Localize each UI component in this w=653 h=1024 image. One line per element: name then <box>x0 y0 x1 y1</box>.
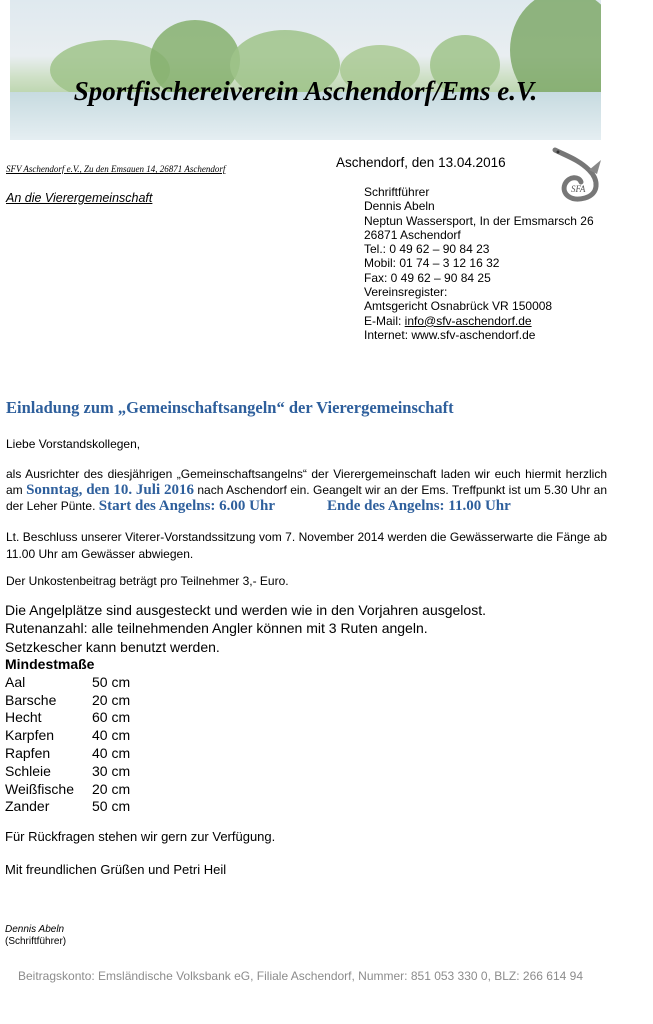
event-date: Sonntag, den 10. Juli 2016 <box>26 482 194 498</box>
fish-min-size: 20 cm <box>92 780 131 797</box>
table-row <box>5 762 130 780</box>
contact-email-line: E-Mail: info@sfv-aschendorf.de <box>364 313 532 328</box>
closing-greeting: Mit freundlichen Grüßen und Petri Heil <box>5 862 227 877</box>
contact-tel: Tel.: 0 49 62 – 90 84 23 <box>364 242 490 257</box>
contact-internet: Internet: www.sfv-aschendorf.de <box>364 327 536 342</box>
table-row <box>5 709 130 727</box>
fish-min-size: 50 cm <box>92 673 131 690</box>
invitation-paragraph: als Ausrichter des diesjährigen „Gemeinschaftsangelns“ der Vierergemeinschaft laden wir euch hiermit herzlich am Sonntag, den 10. Juli 2016 nach Aschendorf ein. Geangelt wir an der Ems. Treffpunkt ist um 5.30 Uhr an der Leher Pünte. Start des Angelns: 6.00 Uhr Ende des Angelns: 11.00 Uhr <box>6 467 608 514</box>
fish-name: Zander <box>5 798 50 815</box>
minimum-sizes-title: Mindestmaße <box>5 656 95 672</box>
table-row <box>5 673 130 691</box>
club-title: Sportfischereiverein Aschendorf/Ems e.V. <box>73 76 538 106</box>
header-banner <box>10 0 601 140</box>
fee-paragraph: Der Unkostenbeitrag beträgt pro Teilnehmer 3,- Euro. <box>6 574 289 588</box>
contact-role: Schriftführer <box>364 185 430 199</box>
contact-fax: Fax: 0 49 62 – 90 84 25 <box>364 270 491 285</box>
fish-min-size: 40 cm <box>92 727 131 744</box>
fish-min-size: 30 cm <box>92 762 131 779</box>
table-row <box>5 726 130 744</box>
rules-paragraph: Die Angelplätze sind ausgesteckt und werden wie in den Vorjahren ausgelost. Rutenanzahl: alle teilnehmenden Angler können mit 3 Ruten angeln. Setzkescher kann benutzt werden. <box>5 602 486 655</box>
start-time: Start des Angelns: 6.00 Uhr <box>98 498 275 514</box>
table-row <box>5 780 130 798</box>
invitation-heading: Einladung zum „Gemeinschaftsangeln“ der Vierergemeinschaft <box>6 398 454 417</box>
contact-name: Dennis Abeln <box>364 199 435 214</box>
recipient: An die Vierergemeinschaft <box>6 191 153 205</box>
letter-date: Aschendorf, den 13.04.2016 <box>336 155 506 170</box>
contact-register-label: Vereinsregister: <box>364 285 448 300</box>
fish-min-size: 40 cm <box>92 745 131 762</box>
contact-block <box>364 185 594 342</box>
salutation: Liebe Vorstandskollegen, <box>6 437 141 451</box>
fish-name: Rapfen <box>5 745 51 762</box>
sender-address-line: SFV Aschendorf e.V., Zu den Emsauen 14, 26871 Aschendorf <box>6 164 226 174</box>
bank-footer: Beitragskonto: Emsländische Volksbank eG, Filiale Aschendorf, Nummer: 851 053 330 0, BLZ: 266 614 94 <box>18 969 583 983</box>
fish-name: Karpfen <box>5 727 55 744</box>
fish-name: Hecht <box>5 709 42 726</box>
fish-name: Schleie <box>5 762 51 779</box>
weighing-paragraph: Lt. Beschluss unserer Viterer-Vorstandssitzung vom 7. November 2014 werden die Gewässerwarte die Fänge ab 11.00 Uhr am Gewässer abwiegen. <box>6 530 607 561</box>
signature-block <box>5 924 66 948</box>
email-link[interactable]: info@sfv-aschendorf.de <box>404 313 532 328</box>
signer-name: Dennis Abeln <box>5 924 65 935</box>
contact-mobil: Mobil: 01 74 – 3 12 16 32 <box>364 256 500 271</box>
table-row <box>5 691 130 709</box>
fish-min-size: 20 cm <box>92 691 131 708</box>
fish-name: Aal <box>5 673 26 690</box>
signer-role: (Schriftführer) <box>5 936 67 947</box>
fish-min-size: 60 cm <box>92 709 131 726</box>
svg-text:SFA: SFA <box>571 184 586 194</box>
fish-name: Weißfische <box>5 780 74 797</box>
contact-register: Amtsgericht Osnabrück VR 150008 <box>364 299 553 314</box>
fish-min-size: 50 cm <box>92 798 131 815</box>
fish-name: Barsche <box>5 691 57 708</box>
end-time: Ende des Angelns: 11.00 Uhr <box>327 498 511 514</box>
table-row <box>5 744 130 762</box>
contact-address1: Neptun Wassersport, In der Emsmarsch 26 <box>364 213 594 228</box>
closing-questions: Für Rückfragen stehen wir gern zur Verfügung. <box>5 829 276 844</box>
minimum-sizes-table <box>5 673 130 815</box>
table-row <box>5 798 130 816</box>
contact-address2: 26871 Aschendorf <box>364 227 461 242</box>
